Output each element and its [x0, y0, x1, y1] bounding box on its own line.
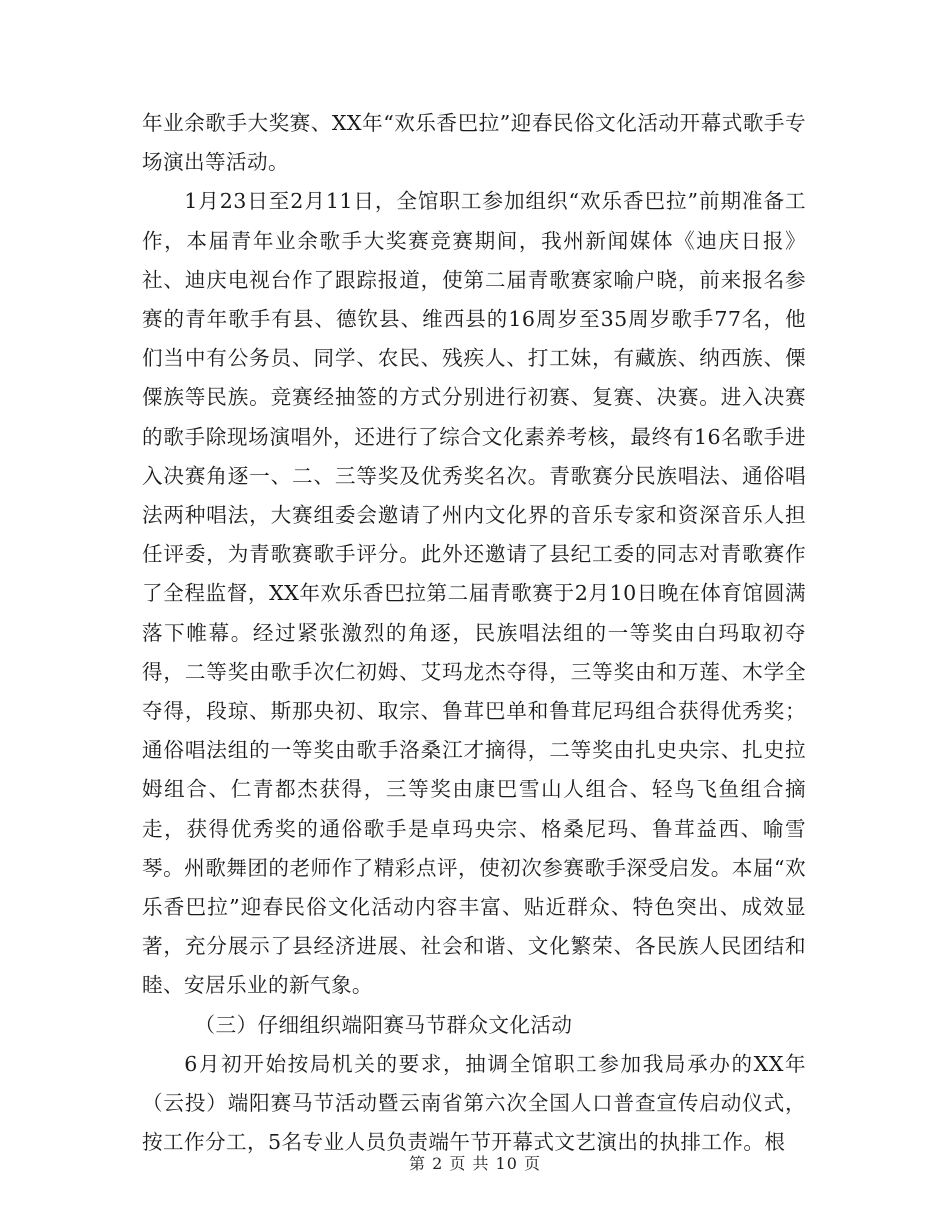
paragraph-singing-contest: 1月23日至2月11日，全馆职工参加组织“欢乐香巴拉”前期准备工作，本届青年业余歌手大奖赛竞赛期间，我州新闻媒体《迪庆日报》社、迪庆电视台作了跟踪报道，使第二届青歌赛家喻户晓，前来报名参赛的青年歌手有县、德钦县、维西县的16周岁至35周岁歌手77名，他们当中有公务员、同学、农民、残疾人、打工妹，有藏族、纳西族、傈僳族等民族。竞赛经抽签的方式分别进行初赛、复赛、决赛。进入决赛的歌手除现场演唱外，还进行了综合文化素养考核，最终有16名歌手进入决赛角逐一、二、三等奖及优秀奖名次。青歌赛分民族唱法、通俗唱法两种唱法，大赛组委会邀请了州内文化界的音乐专家和资深音乐人担任评委，为青歌赛歌手评分。此外还邀请了县纪工委的同志对青歌赛作了全程监督，XX年欢乐香巴拉第二届青歌赛于2月10日晚在体育馆圆满落下帷幕。经过紧张激烈的角逐，民族唱法组的一等奖由白玛取初夺得，二等奖由歌手次仁初姆、艾玛龙杰夺得，三等奖由和万莲、木学全夺得，段琼、斯那央初、取宗、鲁茸巴单和鲁茸尼玛组合获得优秀奖；通俗唱法组的一等奖由歌手洛桑江才摘得，二等奖由扎史央宗、扎史拉姆组合、仁青都杰获得，三等奖由康巴雪山人组合、轻鸟飞鱼组合摘走，获得优秀奖的通俗歌手是卓玛央宗、格桑尼玛、鲁茸益西、喻雪琴。州歌舞团的老师作了精彩点评，使初次参赛歌手深受启发。本届“欢乐香巴拉”迎春民俗文化活动内容丰富、贴近群众、特色突出、成效显著，充分展示了县经济进展、社会和谐、文化繁荣、各民族人民团结和睦、安居乐业的新气象。	[142, 189, 806, 998]
page-number-footer: 第 2 页 共 10 页	[409, 1154, 541, 1173]
paragraph-continuation: 年业余歌手大奖赛、XX年“欢乐香巴拉”迎春民俗文化活动开幕式歌手专场演出等活动。	[142, 111, 806, 175]
section-heading-dragon-boat-festival: （三）仔细组织端阳赛马节群众文化活动	[194, 1012, 573, 1037]
document-body	[142, 104, 806, 1162]
paragraph-horse-racing-festival: 6月初开始按局机关的要求，抽调全馆职工参加我局承办的XX年（云投）端阳赛马节活动暨云南省第六次全国人口普查宣传启动仪式，按工作分工，5名专业人员负责端午节开幕式文艺演出的执排工作。根	[142, 1051, 806, 1155]
